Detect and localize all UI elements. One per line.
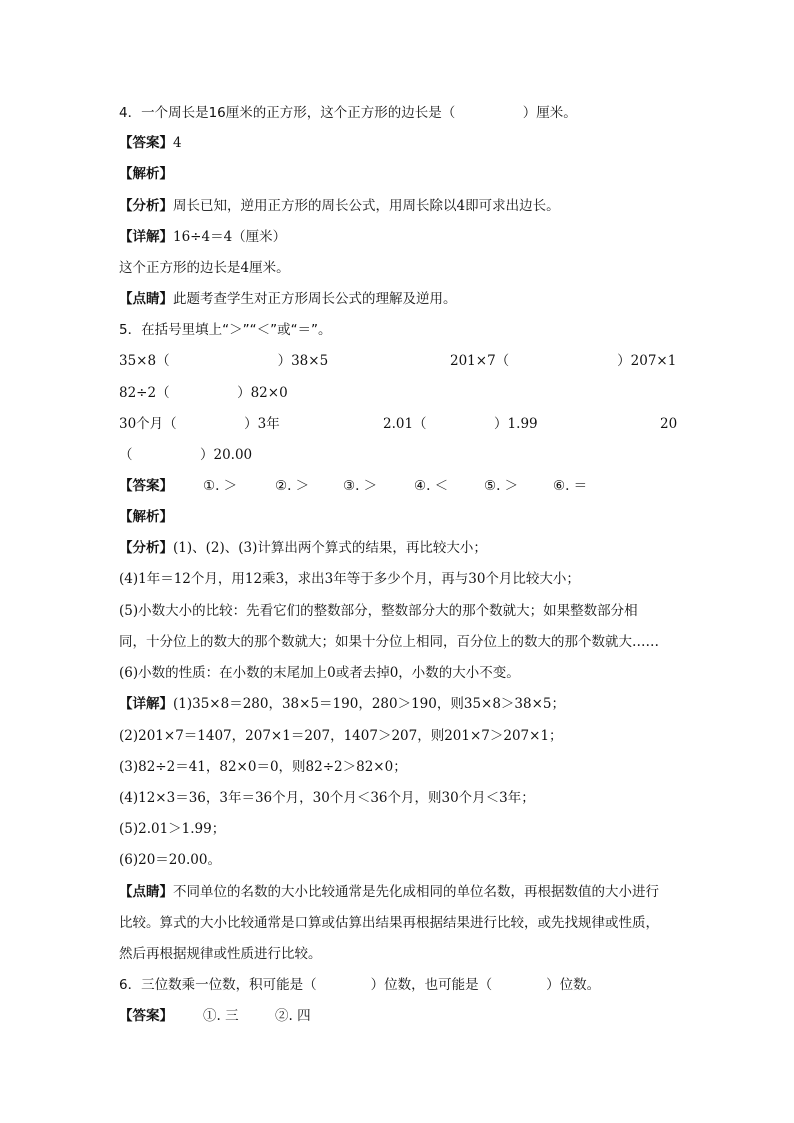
q5-answer-5: ⑤. ＞ — [484, 478, 519, 494]
q5-answer-3: ③. ＞ — [343, 478, 378, 494]
q5-item-b: 201×7（ ）207×1 — [450, 353, 677, 369]
q5-answer-2: ②. ＞ — [275, 478, 310, 494]
q5-xiangjie-5: (5)2.01＞1.99； — [119, 821, 226, 837]
xiangjie-tag: 【详解】 — [119, 696, 173, 712]
q5-xiangjie-3: (3)82÷2＝41，82×0＝0，则82÷2＞82×0； — [119, 759, 407, 775]
q5-item-e: 2.01（ ）1.99 — [383, 416, 538, 432]
q6-answer-1: ①. 三 — [203, 1008, 239, 1024]
q5-xiangjie-1 — [119, 695, 565, 713]
q4-xiangjie-line2: 这个正方形的边长是4厘米。 — [119, 260, 290, 276]
q4-xiangjie-text: 16÷4＝4（厘米） — [173, 229, 287, 245]
q5-jiexi-tag: 【解析】 — [119, 509, 173, 525]
fenxi-tag: 【分析】 — [119, 198, 173, 214]
q5-dianjing-1 — [119, 883, 659, 901]
q5-xiangjie-text: (1)35×8＝280，38×5＝190，280＞190，则35×8＞38×5； — [173, 696, 566, 712]
q5-answer-1: ①. ＞ — [203, 478, 238, 494]
q4-answer-value: 4 — [173, 135, 182, 151]
q4-fenxi-text: 周长已知，逆用正方形的周长公式，用周长除以4即可求出边长。 — [173, 198, 560, 214]
q5-xiangjie-6: (6)20＝20.00。 — [119, 852, 221, 868]
q6-answer-tag: 【答案】 — [119, 1008, 173, 1024]
q5-answer-4: ④. ＜ — [414, 478, 449, 494]
q5-item-d: 30个月（ ）3年 — [119, 416, 280, 432]
dianjing-tag: 【点睛】 — [119, 884, 173, 900]
q4-jiexi-tag: 【解析】 — [119, 166, 173, 182]
q5-item-a: 35×8（ ）38×5 — [119, 353, 329, 369]
q5-xiangjie-4: (4)12×3＝36，3年＝36个月，30个月＜36个月，则30个月＜3年； — [119, 790, 535, 806]
q5-fenxi-2: (4)1年＝12个月，用12乘3，求出3年等于多少个月，再与30个月比较大小； — [119, 571, 580, 587]
q4-question: 4．一个周长是16厘米的正方形，这个正方形的边长是（ ）厘米。 — [119, 105, 577, 121]
fenxi-tag: 【分析】 — [119, 540, 173, 556]
q5-answer-tag: 【答案】 — [119, 478, 173, 494]
q4-answer — [119, 134, 182, 152]
q5-dianjing-text: 不同单位的名数的大小比较通常是先化成相同的单位名数，再根据数值的大小进行 — [173, 884, 659, 900]
q5-question: 5．在括号里填上“＞”“＜”或“＝”。 — [119, 322, 332, 338]
q5-fenxi-3: (5)小数大小的比较：先看它们的整数部分，整数部分大的那个数就大；如果整数部分相 — [119, 603, 638, 619]
xiangjie-tag: 【详解】 — [119, 229, 173, 245]
q5-dianjing-2: 比较。算式的大小比较通常是口算或估算出结果再根据结果进行比较，或先找规律或性质， — [119, 915, 659, 931]
q4-xiangjie — [119, 228, 286, 246]
q6-answer-2: ②. 四 — [275, 1008, 311, 1024]
q6-question: 6．三位数乘一位数，积可能是（ ）位数，也可能是（ ）位数。 — [119, 977, 601, 993]
q5-fenxi-5: (6)小数的性质：在小数的末尾加上0或者去掉0，小数的大小不变。 — [119, 665, 520, 681]
q5-item-f-num: 20 — [660, 416, 678, 432]
q5-fenxi-1 — [119, 539, 487, 557]
q5-dianjing-3: 然后再根据规律或性质进行比较。 — [119, 946, 322, 962]
q5-item-c: 82÷2（ ）82×0 — [119, 385, 288, 401]
q4-dianjing — [119, 290, 457, 308]
q5-fenxi-text: (1)、(2)、(3)计算出两个算式的结果，再比较大小； — [173, 540, 487, 556]
q5-item-f: （ ）20.00 — [119, 447, 253, 463]
q5-xiangjie-2: (2)201×7＝1407，207×1＝207，1407＞207，则201×7＞207×1； — [119, 728, 563, 744]
q5-fenxi-4: 同，十分位上的数大的那个数就大；如果十分位上相同，百分位上的数大的那个数就大…… — [119, 634, 659, 650]
answer-tag: 【答案】 — [119, 135, 173, 151]
dianjing-tag: 【点睛】 — [119, 291, 173, 307]
q4-fenxi — [119, 197, 560, 215]
q4-dianjing-text: 此题考查学生对正方形周长公式的理解及逆用。 — [173, 291, 457, 307]
q5-answer-6: ⑥. ＝ — [553, 478, 588, 494]
